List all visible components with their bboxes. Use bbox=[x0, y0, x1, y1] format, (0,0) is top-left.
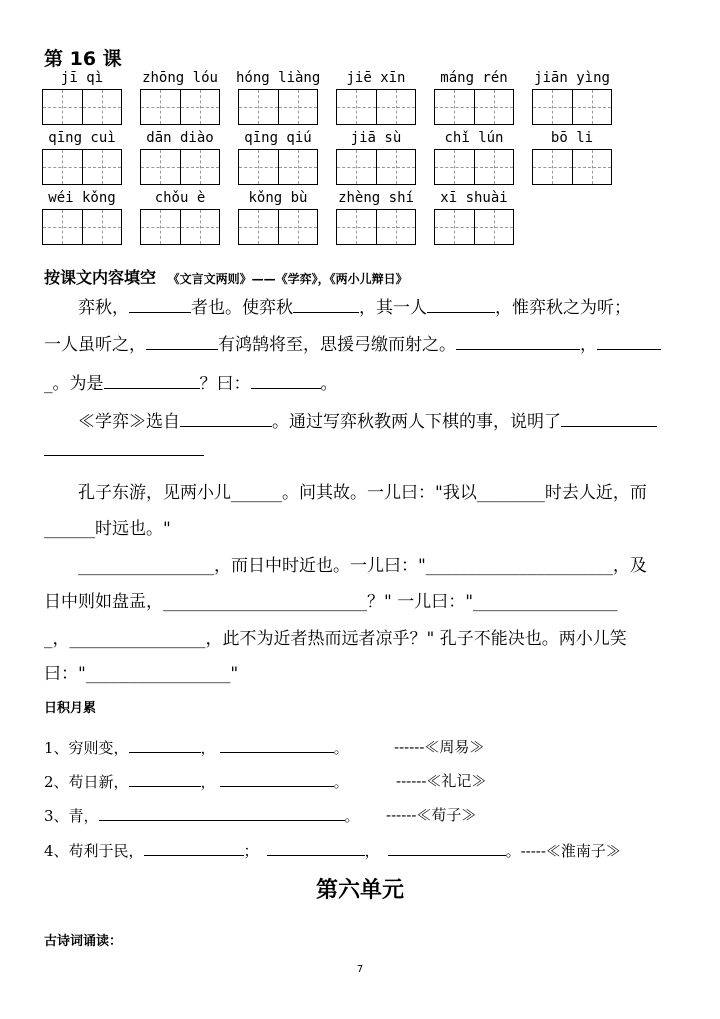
blank[interactable]: ________________________ bbox=[163, 592, 367, 612]
text: ，及 bbox=[612, 556, 647, 576]
text: 弈秋， bbox=[78, 298, 129, 318]
text: 。问其故。一儿曰："我以 bbox=[282, 483, 477, 503]
blank[interactable]: ______ bbox=[231, 483, 282, 503]
fill-subheading: 《文言文两则》——《学弈》，《两小儿辩日》 bbox=[167, 272, 408, 286]
tianzige-box[interactable] bbox=[434, 209, 514, 245]
blank-continuation[interactable] bbox=[44, 455, 204, 456]
text: ？" 一儿曰：" bbox=[367, 592, 474, 612]
pinyin-label: jiē xīn bbox=[346, 70, 406, 86]
text: ， bbox=[580, 335, 597, 355]
riji-item-3 bbox=[44, 804, 360, 826]
tianzige-box[interactable] bbox=[336, 209, 416, 245]
tianzige-box[interactable] bbox=[532, 89, 612, 125]
tianzige-cell[interactable] bbox=[377, 90, 416, 124]
blank[interactable]: ______________________ bbox=[425, 556, 613, 576]
text: ≪学弈≫选自 bbox=[78, 412, 180, 432]
tianzige-cell[interactable] bbox=[239, 210, 279, 244]
tianzige-cell[interactable] bbox=[377, 150, 416, 184]
text: 1、穷则变， bbox=[44, 738, 129, 757]
text: 。通过写弈秋教两人下棋的事，说明了 bbox=[272, 412, 561, 432]
text: 孔子东游，见两小儿 bbox=[78, 483, 231, 503]
text: 4、苟利于民， bbox=[44, 841, 144, 860]
tianzige-cell[interactable] bbox=[43, 210, 83, 244]
xueyi-line-3 bbox=[44, 369, 338, 394]
tianzige-cell[interactable] bbox=[573, 150, 612, 184]
tianzige-cell[interactable] bbox=[533, 90, 573, 124]
poetry-heading: 古诗词诵读： bbox=[44, 934, 123, 949]
riji-item-2 bbox=[44, 770, 349, 792]
tianzige-box[interactable] bbox=[532, 149, 612, 185]
tianzige-cell[interactable] bbox=[279, 90, 318, 124]
text: 曰：" bbox=[44, 664, 86, 684]
tianzige-cell[interactable] bbox=[181, 150, 220, 184]
tianzige-cell[interactable] bbox=[43, 90, 83, 124]
tianzige-cell[interactable] bbox=[337, 90, 377, 124]
text: ，惟弈秋之为听； bbox=[495, 298, 631, 318]
tianzige-box[interactable] bbox=[140, 209, 220, 245]
tianzige-box[interactable] bbox=[140, 149, 220, 185]
blank[interactable] bbox=[220, 770, 334, 787]
tianzige-cell[interactable] bbox=[337, 150, 377, 184]
pinyin-label: dān diào bbox=[146, 130, 214, 146]
text: 2、苟日新， bbox=[44, 772, 129, 791]
blank[interactable] bbox=[267, 839, 365, 856]
pinyin-label: zhōng lóu bbox=[142, 70, 218, 86]
bianri-line-1 bbox=[78, 478, 647, 503]
tianzige-cell[interactable] bbox=[377, 210, 416, 244]
pinyin-label: bō li bbox=[550, 130, 594, 146]
text: ， bbox=[364, 841, 380, 860]
lesson-title: 第 16 课 bbox=[44, 48, 122, 70]
text: 一人虽听之， bbox=[44, 335, 146, 355]
text: 。 bbox=[333, 772, 349, 791]
riji-item-1 bbox=[44, 736, 349, 758]
tianzige-cell[interactable] bbox=[435, 90, 475, 124]
bianri-line-5 bbox=[44, 624, 627, 649]
text: ，此不为近者热而远者凉乎？" 孔子不能决也。两小儿笑 bbox=[205, 629, 627, 649]
text: ？曰： bbox=[199, 374, 251, 394]
tianzige-box[interactable] bbox=[238, 149, 318, 185]
blank[interactable] bbox=[104, 370, 200, 389]
tianzige-cell[interactable] bbox=[435, 210, 475, 244]
tianzige-box[interactable] bbox=[336, 149, 416, 185]
xueyi-line-1 bbox=[78, 293, 631, 318]
tianzige-cell[interactable] bbox=[279, 210, 318, 244]
tianzige-cell[interactable] bbox=[573, 90, 612, 124]
pinyin-label: kǒng bù bbox=[248, 190, 308, 206]
pinyin-label: hóng liàng bbox=[236, 70, 321, 86]
xueyi-line-2 bbox=[44, 330, 661, 355]
tianzige-cell[interactable] bbox=[337, 210, 377, 244]
bianri-line-2 bbox=[44, 514, 171, 539]
pinyin-label: máng rén bbox=[440, 70, 508, 86]
text: 。 bbox=[320, 374, 338, 394]
pinyin-label: zhèng shí bbox=[338, 190, 414, 206]
tianzige-cell[interactable] bbox=[181, 90, 220, 124]
tianzige-cell[interactable] bbox=[279, 150, 318, 184]
blank[interactable] bbox=[561, 408, 657, 427]
riji-source-2: ------≪礼记≫ bbox=[396, 772, 487, 790]
tianzige-cell[interactable] bbox=[533, 150, 573, 184]
tianzige-cell[interactable] bbox=[141, 150, 181, 184]
text: " bbox=[230, 664, 239, 684]
pinyin-label: jiān yìng bbox=[534, 70, 610, 86]
xueyi-source-line bbox=[78, 407, 657, 432]
text: 时远也。" bbox=[95, 519, 171, 539]
tianzige-box[interactable] bbox=[434, 89, 514, 125]
fill-section-heading bbox=[44, 265, 408, 288]
text: 3、青， bbox=[44, 806, 99, 825]
text: 时去人近，而 bbox=[544, 483, 647, 503]
text: _， bbox=[44, 629, 70, 649]
tianzige-box[interactable] bbox=[140, 89, 220, 125]
blank[interactable]: _________________ bbox=[85, 664, 231, 684]
blank[interactable] bbox=[129, 294, 191, 313]
blank[interactable] bbox=[146, 331, 218, 350]
text: 者也。使弈秋 bbox=[191, 298, 293, 318]
blank[interactable] bbox=[129, 770, 201, 787]
pinyin-label: wéi kǒng bbox=[48, 190, 116, 206]
pinyin-label: chǒu è bbox=[154, 190, 206, 206]
pinyin-label: chǐ lún bbox=[444, 130, 504, 146]
tianzige-cell[interactable] bbox=[141, 90, 181, 124]
tianzige-cell[interactable] bbox=[83, 90, 122, 124]
tianzige-box[interactable] bbox=[434, 149, 514, 185]
bianri-line-4 bbox=[44, 587, 618, 612]
text: ， bbox=[200, 772, 216, 791]
blank[interactable]: _________________ bbox=[473, 592, 618, 612]
tianzige-cell[interactable] bbox=[475, 150, 514, 184]
tianzige-box[interactable] bbox=[42, 209, 122, 245]
pinyin-label: jī qì bbox=[60, 70, 104, 86]
tianzige-box[interactable] bbox=[42, 149, 122, 185]
bianri-line-3 bbox=[78, 551, 647, 576]
tianzige-cell[interactable] bbox=[141, 210, 181, 244]
pinyin-label: qīng qiú bbox=[244, 130, 312, 146]
text: 有鸿鹄将至，思援弓缴而射之。 bbox=[218, 335, 456, 355]
blank[interactable] bbox=[251, 370, 321, 389]
text: 日中则如盘盂， bbox=[44, 592, 163, 612]
blank[interactable] bbox=[293, 294, 359, 313]
text: ， bbox=[200, 738, 216, 757]
text: ，其一人 bbox=[359, 298, 427, 318]
blank[interactable]: ________________ bbox=[69, 629, 206, 649]
tianzige-cell[interactable] bbox=[43, 150, 83, 184]
blank[interactable] bbox=[220, 736, 334, 753]
text: ，而日中时近也。一儿曰：" bbox=[214, 556, 426, 576]
pinyin-label: xī shuài bbox=[440, 190, 508, 206]
tianzige-box[interactable] bbox=[238, 89, 318, 125]
pinyin-label: qīng cuì bbox=[48, 130, 116, 146]
text: 。-----≪淮南子≫ bbox=[505, 841, 621, 860]
blank[interactable] bbox=[144, 839, 244, 856]
blank[interactable]: ________________ bbox=[78, 556, 214, 576]
bianri-line-6 bbox=[44, 659, 238, 684]
tianzige-cell[interactable] bbox=[435, 150, 475, 184]
text: ； bbox=[243, 841, 259, 860]
tianzige-cell[interactable] bbox=[475, 90, 514, 124]
unit-title: 第六单元 bbox=[315, 878, 404, 903]
riji-item-4 bbox=[44, 839, 621, 861]
tianzige-box[interactable] bbox=[238, 209, 318, 245]
blank[interactable] bbox=[180, 408, 272, 427]
tianzige-cell[interactable] bbox=[239, 150, 279, 184]
page-number: 7 bbox=[356, 964, 364, 975]
blank[interactable] bbox=[427, 294, 495, 313]
blank[interactable] bbox=[597, 331, 661, 350]
tianzige-cell[interactable] bbox=[239, 90, 279, 124]
blank[interactable] bbox=[388, 839, 506, 856]
blank[interactable] bbox=[99, 804, 345, 821]
riji-source-3: ------≪荀子≫ bbox=[386, 806, 477, 824]
tianzige-cell[interactable] bbox=[83, 150, 122, 184]
text: 。 bbox=[344, 806, 360, 825]
tianzige-cell[interactable] bbox=[475, 210, 514, 244]
tianzige-box[interactable] bbox=[42, 89, 122, 125]
tianzige-cell[interactable] bbox=[181, 210, 220, 244]
text: _。为是 bbox=[44, 374, 104, 394]
blank[interactable]: ______ bbox=[44, 519, 95, 539]
blank[interactable] bbox=[129, 736, 201, 753]
tianzige-box[interactable] bbox=[336, 89, 416, 125]
riji-heading: 日积月累 bbox=[44, 701, 97, 716]
blank[interactable]: ________ bbox=[476, 483, 545, 503]
pinyin-label: jiā sù bbox=[350, 130, 402, 146]
fill-heading: 按课文内容填空 bbox=[44, 268, 157, 287]
text: 。 bbox=[333, 738, 349, 757]
blank[interactable] bbox=[456, 331, 580, 350]
riji-source-1: ------≪周易≫ bbox=[394, 738, 485, 756]
tianzige-cell[interactable] bbox=[83, 210, 122, 244]
